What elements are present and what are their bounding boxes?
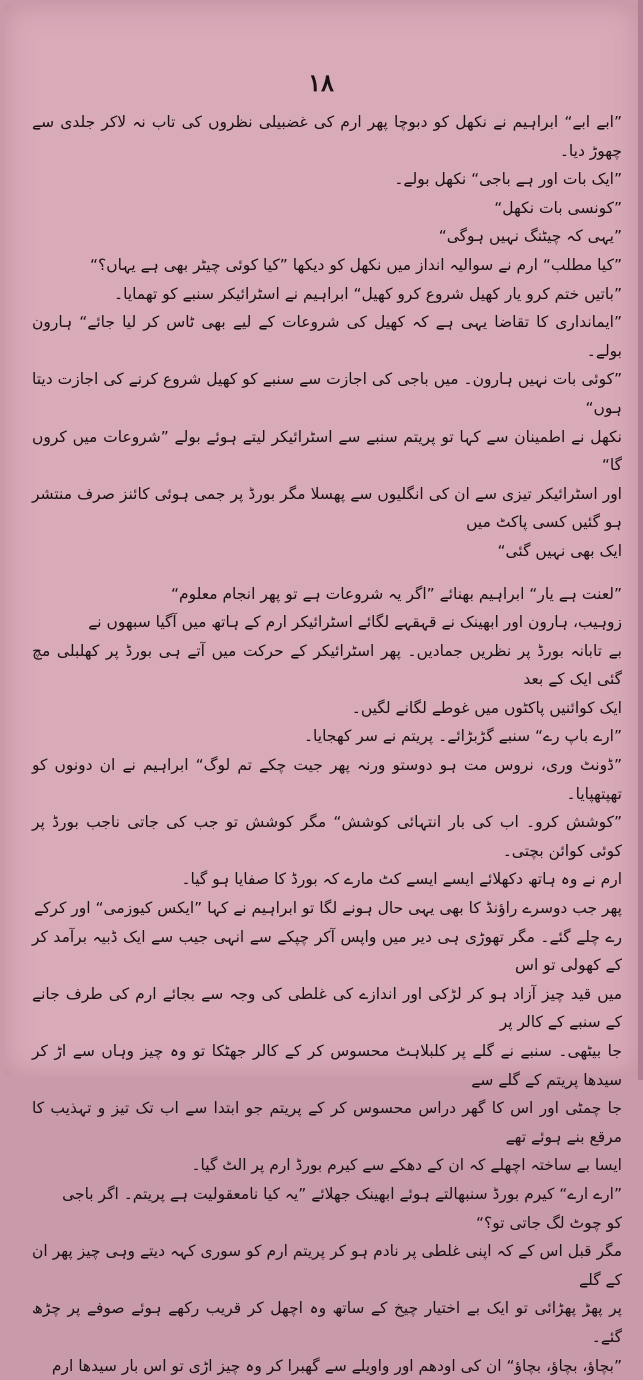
text-line: ”باتیں ختم کرو یار کھیل شروع کرو کھیل“ ابراہیم نے اسٹرائیکر سنبے کو تھمایا۔ xyxy=(114,284,622,303)
text-line: جا بیٹھی۔ سنبے نے گلے پر کلبلاہٹ محسوس کر کے کالر جھٹکا تو وہ چیز وہاں سے اڑ کر سیدھا پریتم کے گلے سے xyxy=(32,1042,622,1089)
text-line: ”ابے ابے“ ابراہیم نے نکھل کو دبوچا پھر ارم کی غضبیلی نظروں کی تاب نہ لاکر جلدی سے چھوڑ دیا۔ xyxy=(32,113,622,160)
text-line: ”ڈونٹ وری، نروس مت ہو دوستو ورنہ پھر جیت چکے تم لوگ“ ابراہیم نے ان دونوں کو تھپتھپایا۔ xyxy=(32,756,622,803)
page-edge-shadow xyxy=(638,0,643,1080)
text-line: ”یہی کہ چیٹنگ نہیں ہوگی“ xyxy=(438,227,622,246)
paragraph-gap xyxy=(32,566,622,580)
text-line: ”کونسی بات نکھل“ xyxy=(494,198,622,217)
text-line: کو چوٹ لگ جاتی تو؟“ xyxy=(476,1213,622,1232)
text-line: میں قید چیز آزاد ہو کر لڑکی اور اندازے کی غلطی کی وجہ سے بجائے ارم کی طرف جانے کے سنبے کے کالر پر xyxy=(32,984,622,1032)
text-line: ”لعنت ہے یار“ ابراہیم بھنائے ”اگر یہ شروعات ہے تو پھر انجام معلوم“ xyxy=(170,584,622,603)
text-line: ”بچاؤ، بچاؤ، بچاؤ“ ان کی اودھم اور واویلے سے گھبرا کر وہ چیز اڑی تو اس بار سیدھا ارم xyxy=(51,1356,622,1375)
text-line: ”ایک بات اور ہے باجی“ نکھل بولے۔ xyxy=(394,170,622,189)
text-line: جا چمٹی اور اس کا گھر دراس محسوس کر کے پریتم جو ابتدا سے اب تک تیز و تہذیب کا مرقع بنے ہوئے تھے xyxy=(32,1099,622,1146)
page-number: ١٨ xyxy=(308,68,334,97)
text-line: ایک بھی نہیں گئی“ xyxy=(497,541,622,560)
text-line: نکھل نے اطمینان سے کہا تو پریتم سنبے سے اسٹرائیکر لیتے ہوئے بولے ”شروعات میں کروں گا“ xyxy=(32,427,622,475)
text-line: ”ایمانداری کا تقاضا یہی ہے کہ کھیل کی شروعات کے لیے بھی ٹاس کر لیا جائے“ ہارون بولے۔ xyxy=(32,313,622,360)
text-line: ”کیا مطلب“ ارم نے سوالیہ انداز میں نکھل کو دیکھا ”کیا کوئی چیٹر بھی ہے یہاں؟“ xyxy=(89,255,622,274)
text-line: بے تابانہ بورڈ پر نظریں جمادیں۔ پھر اسٹرائیکر کے حرکت میں آتے ہی بورڈ پر کھلبلی مچ گئی ایک کے بعد xyxy=(32,641,622,689)
book-page xyxy=(4,4,638,1375)
text-line: ”کوشش کرو۔ اب کی بار انتہائی کوشش“ مگر کوشش تو جب کی جاتی ناجب بورڈ پر کوئی کوائن بچتی۔ xyxy=(32,813,622,860)
text-line: اور اسٹرائیکر تیزی سے ان کی انگلیوں سے پھسلا مگر بورڈ پر جمی ہوئی کائنز صرف منتشر ہو گئیں کسی پاکٹ میں xyxy=(32,484,622,532)
page-body-text xyxy=(32,108,622,1380)
text-line: پر پھڑ پھڑائی تو ایک بے اختیار چیخ کے ساتھ وہ اچھل کر قریب رکھے ہوئے صوفے پر چڑھ گئے۔ xyxy=(32,1299,622,1346)
text-line: ”ارے باپ رے“ سنبے گڑبڑائے۔ پریتم نے سر کھجایا۔ xyxy=(303,727,622,746)
text-line: رے چلے گئے۔ مگر تھوڑی ہی دیر میں واپس آکر چپکے سے انہی جیب سے ایک ڈبیہ برآمد کر کے کھولی تو اس xyxy=(32,927,622,975)
text-line: ایک کوائنیں پاکٹوں میں غوطے لگانے لگیں۔ xyxy=(351,698,622,717)
text-line: ایسا بے ساختہ اچھلے کہ ان کے دھکے سے کیرم بورڈ ارم پر الٹ گیا۔ xyxy=(191,1156,622,1175)
text-line: زوہیب، ہارون اور ابھینک نے قہقہے لگائے اسٹرائیکر ارم کے ہاتھ میں آگیا سبھوں نے xyxy=(88,613,622,632)
text-line: ارم نے وہ ہاتھ دکھلائے ایسے ایسے کٹ مارے کہ بورڈ کا صفایا ہو گیا۔ xyxy=(181,870,622,889)
text-line: ”کوئی بات نہیں ہارون۔ میں باجی کی اجازت سے سنبے کو کھیل شروع کرنے کی اجازت دیتا ہوں“ xyxy=(32,370,622,417)
text-line: پھر جب دوسرے راؤنڈ کا بھی یہی حال ہونے لگا تو ابراہیم نے کہا ”ایکس کیوزمی“ اور کرکے xyxy=(33,899,622,918)
text-line: ”ارے ارے“ کیرم بورڈ سنبھالتے ہوئے ابھینک جھلائے ”یہ کیا نامعقولیت ہے پریتم۔ اگر باجی xyxy=(62,1184,622,1203)
text-line: مگر قبل اس کے کہ اپنی غلطی پر نادم ہو کر پریتم ارم کو سوری کہہ دیتے وہی چیز پھر ان کے گلے xyxy=(32,1242,622,1289)
